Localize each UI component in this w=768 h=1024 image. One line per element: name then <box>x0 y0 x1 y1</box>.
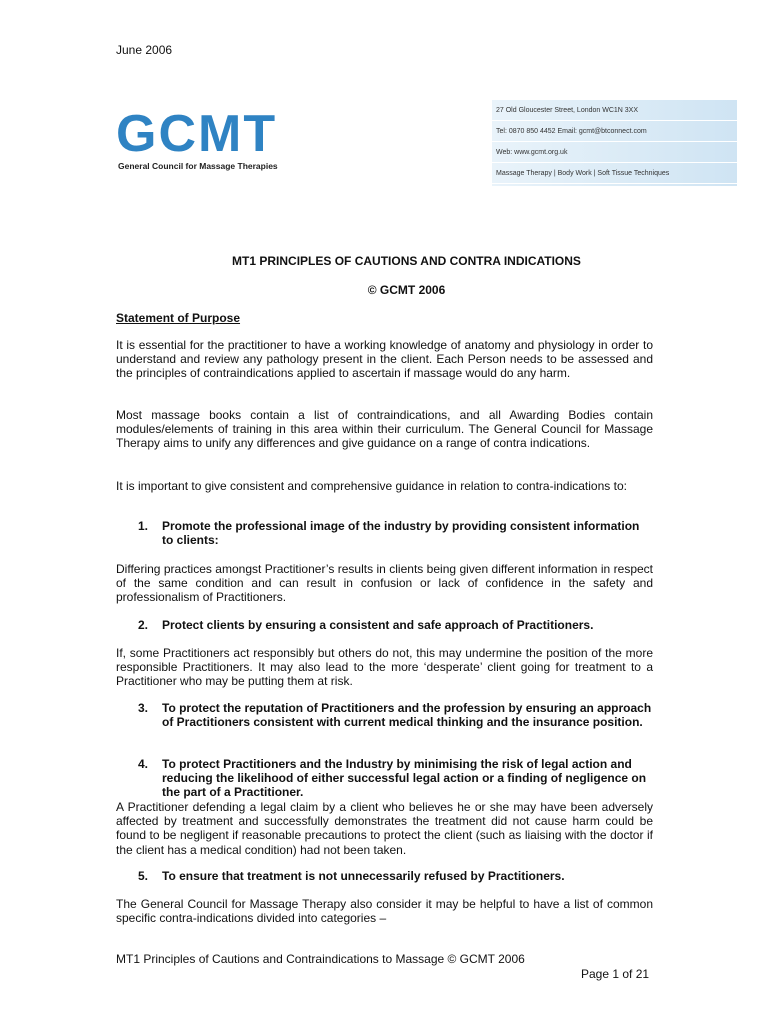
paragraph-text: Most massage books contain a list of contraindications, and all Awarding Bodies contain modules/elements of training in this area within their curriculum. The General Council for Massage Therapy aims to unify any differences and give guidance on a range of contra indications. <box>116 408 653 451</box>
paragraph-1 <box>116 338 653 381</box>
item-text: Promote the professional image of the industry by providing consistent information to clients: <box>162 519 640 548</box>
paragraph-4 <box>116 562 653 605</box>
page-number: Page 1 of 21 <box>581 967 650 981</box>
paragraph-text: It is essential for the practitioner to have a working knowledge of anatomy and physiology in order to understand and review any pathology present in the client. Each Person needs to be assessed and the principles of contraindications applied to ascertain if massage would do any harm. <box>116 338 653 381</box>
item-number: 4. <box>138 757 149 771</box>
item-text: Protect clients by ensuring a consistent and safe approach of Practitioners. <box>162 618 594 632</box>
paragraph-text: If, some Practitioners act responsibly but others do not, this may undermine the position of the more responsible Practitioners. It may also lead to the more ‘desperate’ client going for treatment to a Practitioner who may be putting them at risk. <box>116 646 653 689</box>
contact-panel <box>492 100 737 186</box>
gcmt-logo: GCMT <box>116 105 278 163</box>
paragraph-text: The General Council for Massage Therapy also consider it may be helpful to have a list of common specific contra-indications divided into categories – <box>116 897 653 926</box>
copyright-line: © GCMT 2006 <box>367 283 446 297</box>
list-item <box>116 757 653 800</box>
paragraph-5 <box>116 646 653 689</box>
contact-address: 27 Old Gloucester Street, London WC1N 3XX <box>492 100 737 121</box>
document-title: MT1 PRINCIPLES OF CAUTIONS AND CONTRA INDICATIONS <box>232 254 581 268</box>
list-item <box>116 618 653 632</box>
paragraph-text: Differing practices amongst Practitioner’s results in clients being given different information in respect of the same condition and can result in confusion or lack of confidence in the safety and professionalism of Practitioners. <box>116 562 653 605</box>
item-number: 5. <box>138 869 149 883</box>
list-item <box>116 519 653 547</box>
letterhead <box>116 100 737 186</box>
paragraph-text: A Practitioner defending a legal claim by a client who believes he or she may have been adversely affected by treatment and successfully demonstrates the treatment did not cause harm could be found to be negligent if reasonable precautions to protect the client (such as liaising with the doctor if the client has a medical condition) had not been taken. <box>116 800 653 857</box>
paragraph-7 <box>116 897 653 925</box>
item-number: 2. <box>138 618 149 632</box>
contact-web: Web: www.gcmt.org.uk <box>492 142 737 163</box>
item-text: To protect Practitioners and the Industry by minimising the risk of legal action and reducing the likelihood of either successful legal action or a finding of negligence on the part of a Practitioner. <box>162 757 647 800</box>
paragraph-text: It is important to give consistent and comprehensive guidance in relation to contra-indications to: <box>116 479 627 493</box>
footer-document-title: MT1 Principles of Cautions and Contraindications to Massage © GCMT 2006 <box>116 952 525 966</box>
item-number: 1. <box>138 519 149 533</box>
section-heading: Statement of Purpose <box>116 311 241 325</box>
list-item <box>116 869 653 883</box>
list-item <box>116 701 653 729</box>
item-text: To protect the reputation of Practitioners and the profession by ensuring an approach of Practitioners consistent with current medical thinking and the insurance position. <box>162 701 652 730</box>
contact-services: Massage Therapy | Body Work | Soft Tissue Techniques <box>492 163 737 184</box>
paragraph-6 <box>116 800 653 857</box>
document-date: June 2006 <box>116 43 173 57</box>
item-text: To ensure that treatment is not unnecessarily refused by Practitioners. <box>162 869 565 883</box>
item-number: 3. <box>138 701 149 715</box>
paragraph-3 <box>116 479 653 493</box>
paragraph-2 <box>116 408 653 451</box>
contact-phone-email: Tel: 0870 850 4452 Email: gcmt@btconnect.com <box>492 121 737 142</box>
logo-subtitle: General Council for Massage Therapies <box>118 161 278 171</box>
